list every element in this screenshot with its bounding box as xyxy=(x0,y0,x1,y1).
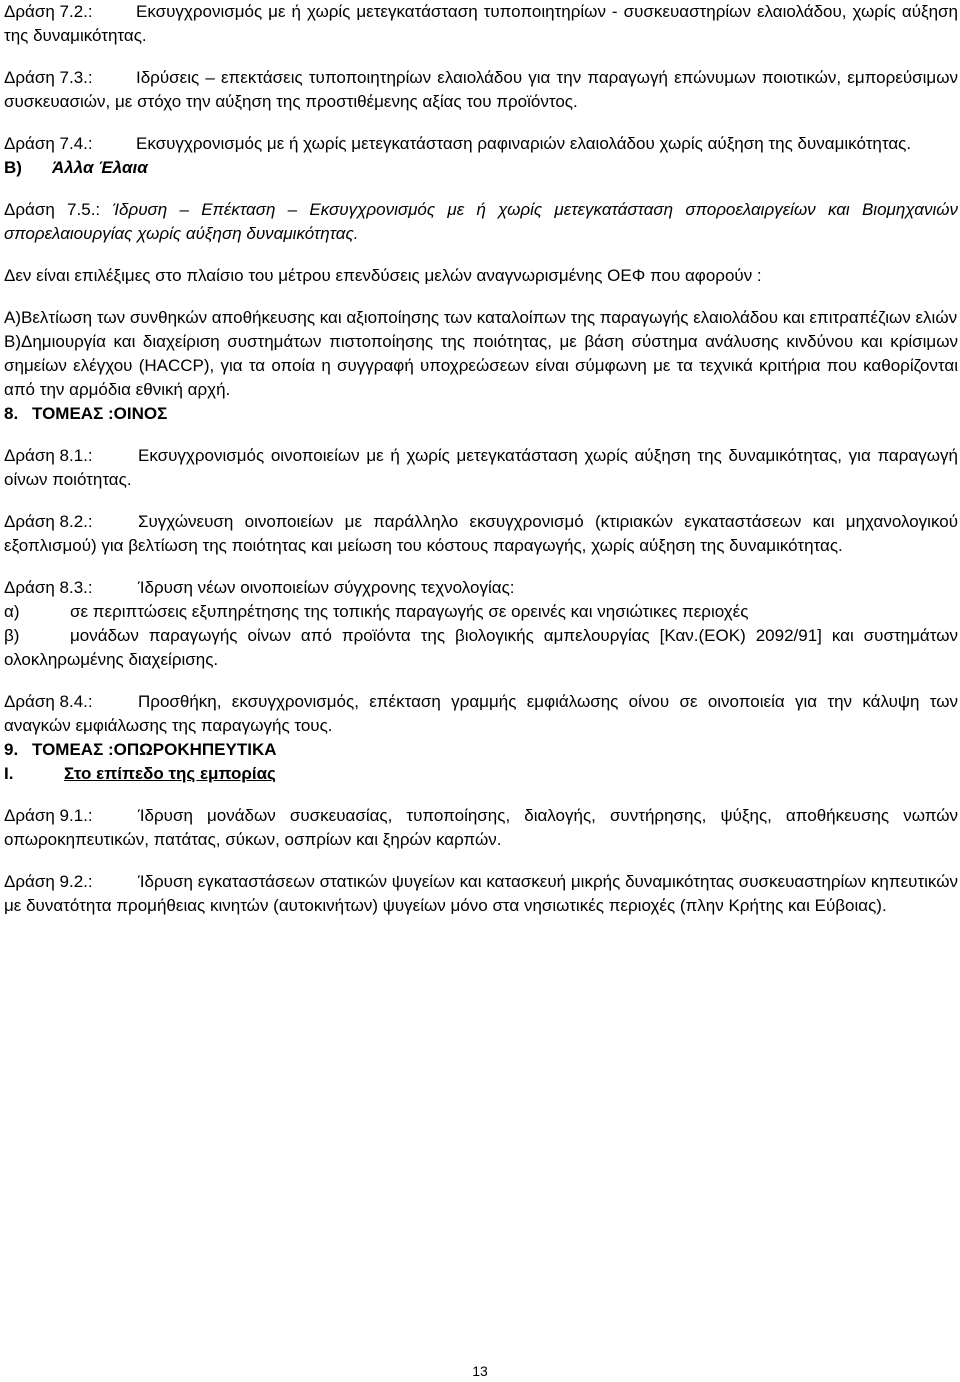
action-label: Δράση 7.2.: xyxy=(4,2,93,21)
action-text: Εκσυγχρονισμός οινοποιείων με ή χωρίς μετεγκατάσταση χωρίς αύξηση της δυναμικότητας, για παραγωγή οίνων ποιότητας. xyxy=(4,446,958,489)
action-label: Δράση 9.2.: xyxy=(4,872,93,891)
action-9-2 xyxy=(4,870,958,918)
subsection-title: Στο επίπεδο της εμπορίας xyxy=(64,764,276,783)
action-8-1 xyxy=(4,444,958,492)
list-text: μονάδων παραγωγής οίνων από προϊόντα της βιολογικής αμπελουργίας [Καν.(ΕΟΚ) 2092/91] και συστημάτων ολοκληρωμένης διαχείρισης. xyxy=(4,626,958,669)
action-label: Δράση 7.5.: xyxy=(4,200,101,219)
subsection-number: Ι. xyxy=(4,764,14,783)
action-label: Δράση 8.2.: xyxy=(4,512,93,531)
list-item-b xyxy=(4,624,958,672)
exclusion-item-a: Α)Βελτίωση των συνθηκών αποθήκευσης και αξιοποίησης των καταλοίπων της παραγωγής ελαιολάδου και επιτραπέζιων ελιών xyxy=(4,308,958,327)
not-eligible-paragraph: Δεν είναι επιλέξιμες στο πλαίσιο του μέτρου επενδύσεις μελών αναγνωρισμένης ΟΕΦ που αφορούν : xyxy=(4,266,762,285)
page-number: 13 xyxy=(472,1363,488,1379)
action-text: Εκσυγχρονισμός με ή χωρίς μετεγκατάσταση ραφιναριών ελαιολάδου χωρίς αύξηση της δυναμικότητας. xyxy=(136,134,912,153)
action-label: Δράση 7.4.: xyxy=(4,134,93,153)
subsection-marketing-level xyxy=(4,762,958,786)
action-7-2 xyxy=(4,0,958,48)
action-text: Ίδρυση νέων οινοποιείων σύγχρονης τεχνολογίας: xyxy=(138,578,515,597)
action-8-4 xyxy=(4,690,958,738)
action-label: Δράση 9.1.: xyxy=(4,806,93,825)
action-label: Δράση 7.3.: xyxy=(4,68,93,87)
action-text: Ιδρύσεις – επεκτάσεις τυποποιητηρίων ελαιολάδου για την παραγωγή επώνυμων ποιοτικών, εμπορεύσιμων συσκευασιών, με στόχο την αύξηση της προστιθέμενης αξίας του προϊόντος. xyxy=(4,68,958,111)
list-item-a xyxy=(4,600,958,624)
subsection-other-oils xyxy=(4,156,958,180)
action-8-3 xyxy=(4,576,958,600)
action-text: Συγχώνευση οινοποιείων με παράλληλο εκσυγχρονισμό (κτιριακών εγκαταστάσεων και μηχανολογικού εξοπλισμού) για βελτίωση της ποιότητας και μείωση του κόστους παραγωγής, χωρίς αύξηση της δυναμικότητας. xyxy=(4,512,958,555)
action-7-4 xyxy=(4,132,958,156)
action-text: Προσθήκη, εκσυγχρονισμός, επέκταση γραμμής εμφιάλωσης οίνου σε οινοποιεία για την κάλυψη των αναγκών εμφιάλωσης της παραγωγής τους. xyxy=(4,692,958,735)
section-title: ΤΟΜΕΑΣ :ΟΠΩΡΟΚΗΠΕΥΤΙΚΑ xyxy=(32,740,277,759)
list-marker: β) xyxy=(4,626,20,645)
action-label: Δράση 8.4.: xyxy=(4,692,93,711)
list-marker: α) xyxy=(4,602,20,621)
action-7-5 xyxy=(4,198,958,246)
document-page xyxy=(4,0,958,918)
exclusion-item-b: Β)Δημιουργία και διαχείριση συστημάτων πιστοποίησης της ποιότητας, με βάση σύστημα ανάλυσης κινδύνου και κρίσιμων σημείων ελέγχου (HACCP), για τα οποία η συγγραφή υποχρεώσεων είναι σύμφωνη με τα τεχνικά κριτήρια που καθορίζονται από την αρμόδια εθνική αρχή. xyxy=(4,332,958,399)
action-label: Δράση 8.3.: xyxy=(4,578,93,597)
action-7-3 xyxy=(4,66,958,114)
list-text: σε περιπτώσεις εξυπηρέτησης της τοπικής παραγωγής σε ορεινές και νησιώτικες περιοχές xyxy=(70,602,749,621)
action-text: Ίδρυση – Επέκταση – Εκσυγχρονισμός με ή χωρίς μετεγκατάσταση σποροελαιργείων και Βιομηχανιών σπορελαιουργίας χωρίς αύξηση δυναμικότητας. xyxy=(4,200,958,243)
action-label: Δράση 8.1.: xyxy=(4,446,93,465)
action-text: Ίδρυση εγκαταστάσεων στατικών ψυγείων και κατασκευή μικρής δυναμικότητας συσκευαστηρίων κηπευτικών με δυνατότητα προμήθειας κινητών (αυτοκινήτων) ψυγείων μόνο στα νησιωτικές περιοχές (πλην Κρήτης και Εύβοιας). xyxy=(4,872,958,915)
action-8-2 xyxy=(4,510,958,558)
section-9-heading xyxy=(4,738,958,762)
section-8-heading xyxy=(4,402,958,426)
section-title: ΤΟΜΕΑΣ :ΟΙΝΟΣ xyxy=(32,404,168,423)
subsection-number: Β) xyxy=(4,158,22,177)
section-number: 9. xyxy=(4,740,19,759)
subsection-title: Άλλα Έλαια xyxy=(52,158,148,177)
section-number: 8. xyxy=(4,404,19,423)
action-9-1 xyxy=(4,804,958,852)
action-text: Εκσυγχρονισμός με ή χωρίς μετεγκατάσταση τυποποιητηρίων - συσκευαστηρίων ελαιολάδου, χωρίς αύξηση της δυναμικότητας. xyxy=(4,2,958,45)
action-text: Ίδρυση μονάδων συσκευασίας, τυποποίησης, διαλογής, συντήρησης, ψύξης, αποθήκευσης νωπών οπωροκηπευτικών, πατάτας, σύκων, οσπρίων και ξηρών καρπών. xyxy=(4,806,958,849)
